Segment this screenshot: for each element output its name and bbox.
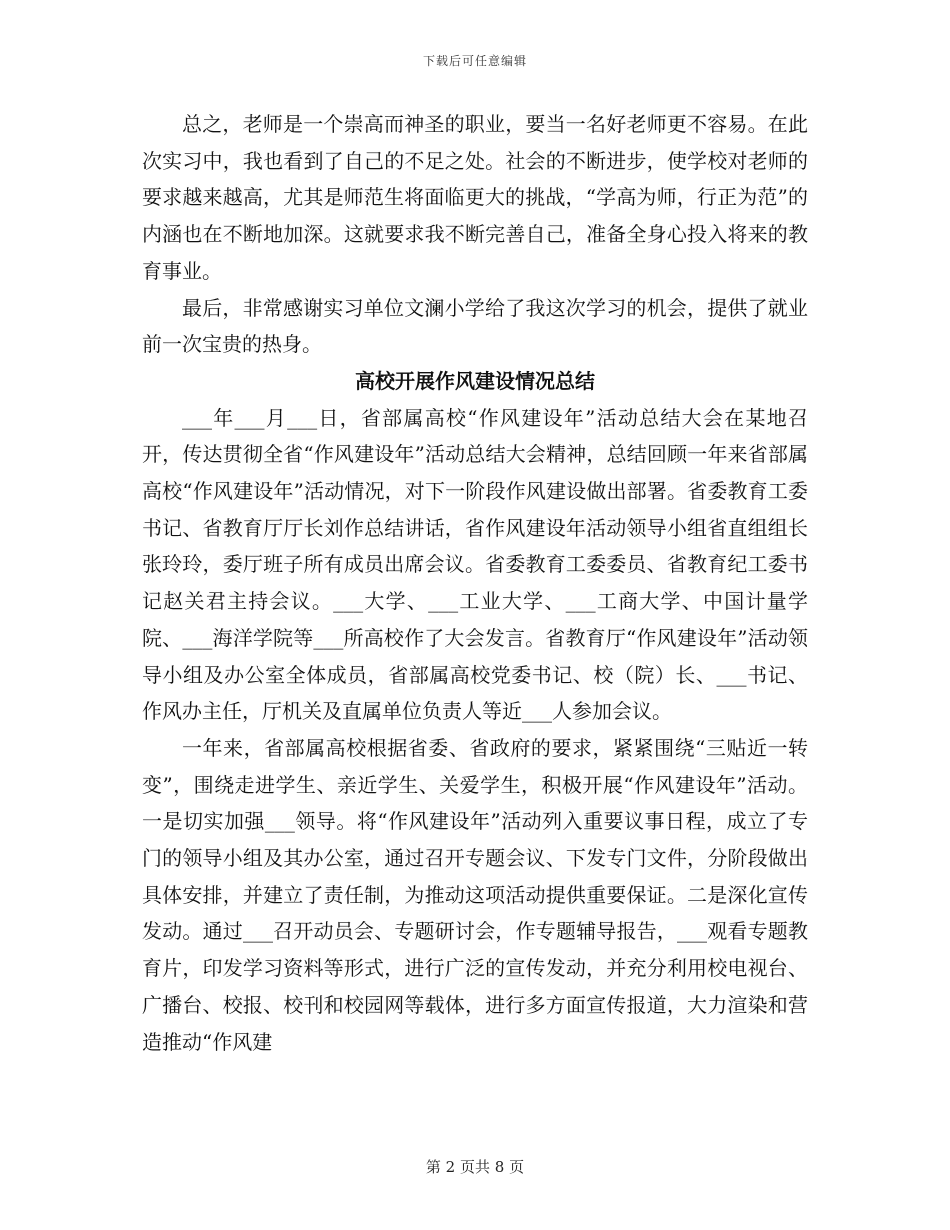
document-body	[142, 106, 808, 1060]
paragraph-activities: 一年来，省部属高校根据省委、省政府的要求，紧紧围绕“三贴近一转变”，围绕走进学生、亲近学生、关爱学生，积极开展“作风建设年”活动。一是切实加强___领导。将“作风建设年”活动列入重要议事日程，成立了专门的领导小组及其办公室，通过召开专题会议、下发专门文件，分阶段做出具体安排，并建立了责任制，为推动这项活动提供重要保证。二是深化宣传发动。通过___召开动员会、专题研讨会，作专题辅导报告，___观看专题教育片，印发学习资料等形式，进行广泛的宣传发动，并充分利用校电视台、广播台、校报、校刊和校园网等载体，进行多方面宣传报道，大力渲染和营造推动“作风建	[142, 735, 808, 1054]
page-footer: 第 2 页共 8 页	[425, 1158, 525, 1176]
section-title: 高校开展作风建设情况总结	[355, 368, 595, 393]
paragraph-thanks: 最后，非常感谢实习单位文澜小学给了我这次学习的机会，提供了就业前一次宝贵的热身。	[142, 295, 808, 357]
page-header: 下载后可任意编辑	[422, 54, 527, 68]
paragraph-conclusion: 总之，老师是一个崇高而神圣的职业，要当一名好老师更不容易。在此次实习中，我也看到了自己的不足之处。社会的不断进步，使学校对老师的要求越来越高，尤其是师范生将面临更大的挑战，“学高为师，行正为范”的内涵也在不断地加深。这就要求我不断完善自己，准备全身心投入将来的教育事业。	[142, 112, 808, 283]
paragraph-meeting: ___年___月___日，省部属高校“作风建设年”活动总结大会在某地召开，传达贯彻全省“作风建设年”活动总结大会精神，总结回顾一年来省部属高校“作风建设年”活动情况，对下一阶段作风建设做出部署。省委教育工委书记、省教育厅厅长刘作总结讲话，省作风建设年活动领导小组省直组组长张玲玲，委厅班子所有成员出席会议。省委教育工委委员、省教育纪工委书记赵关君主持会议。___大学、___工业大学、___工商大学、中国计量学院、___海洋学院等___所高校作了大会发言。省教育厅“作风建设年”活动领导小组及办公室全体成员，省部属高校党委书记、校（院）长、___书记、作风办主任，厅机关及直属单位负责人等近___人参加会议。	[142, 405, 808, 724]
